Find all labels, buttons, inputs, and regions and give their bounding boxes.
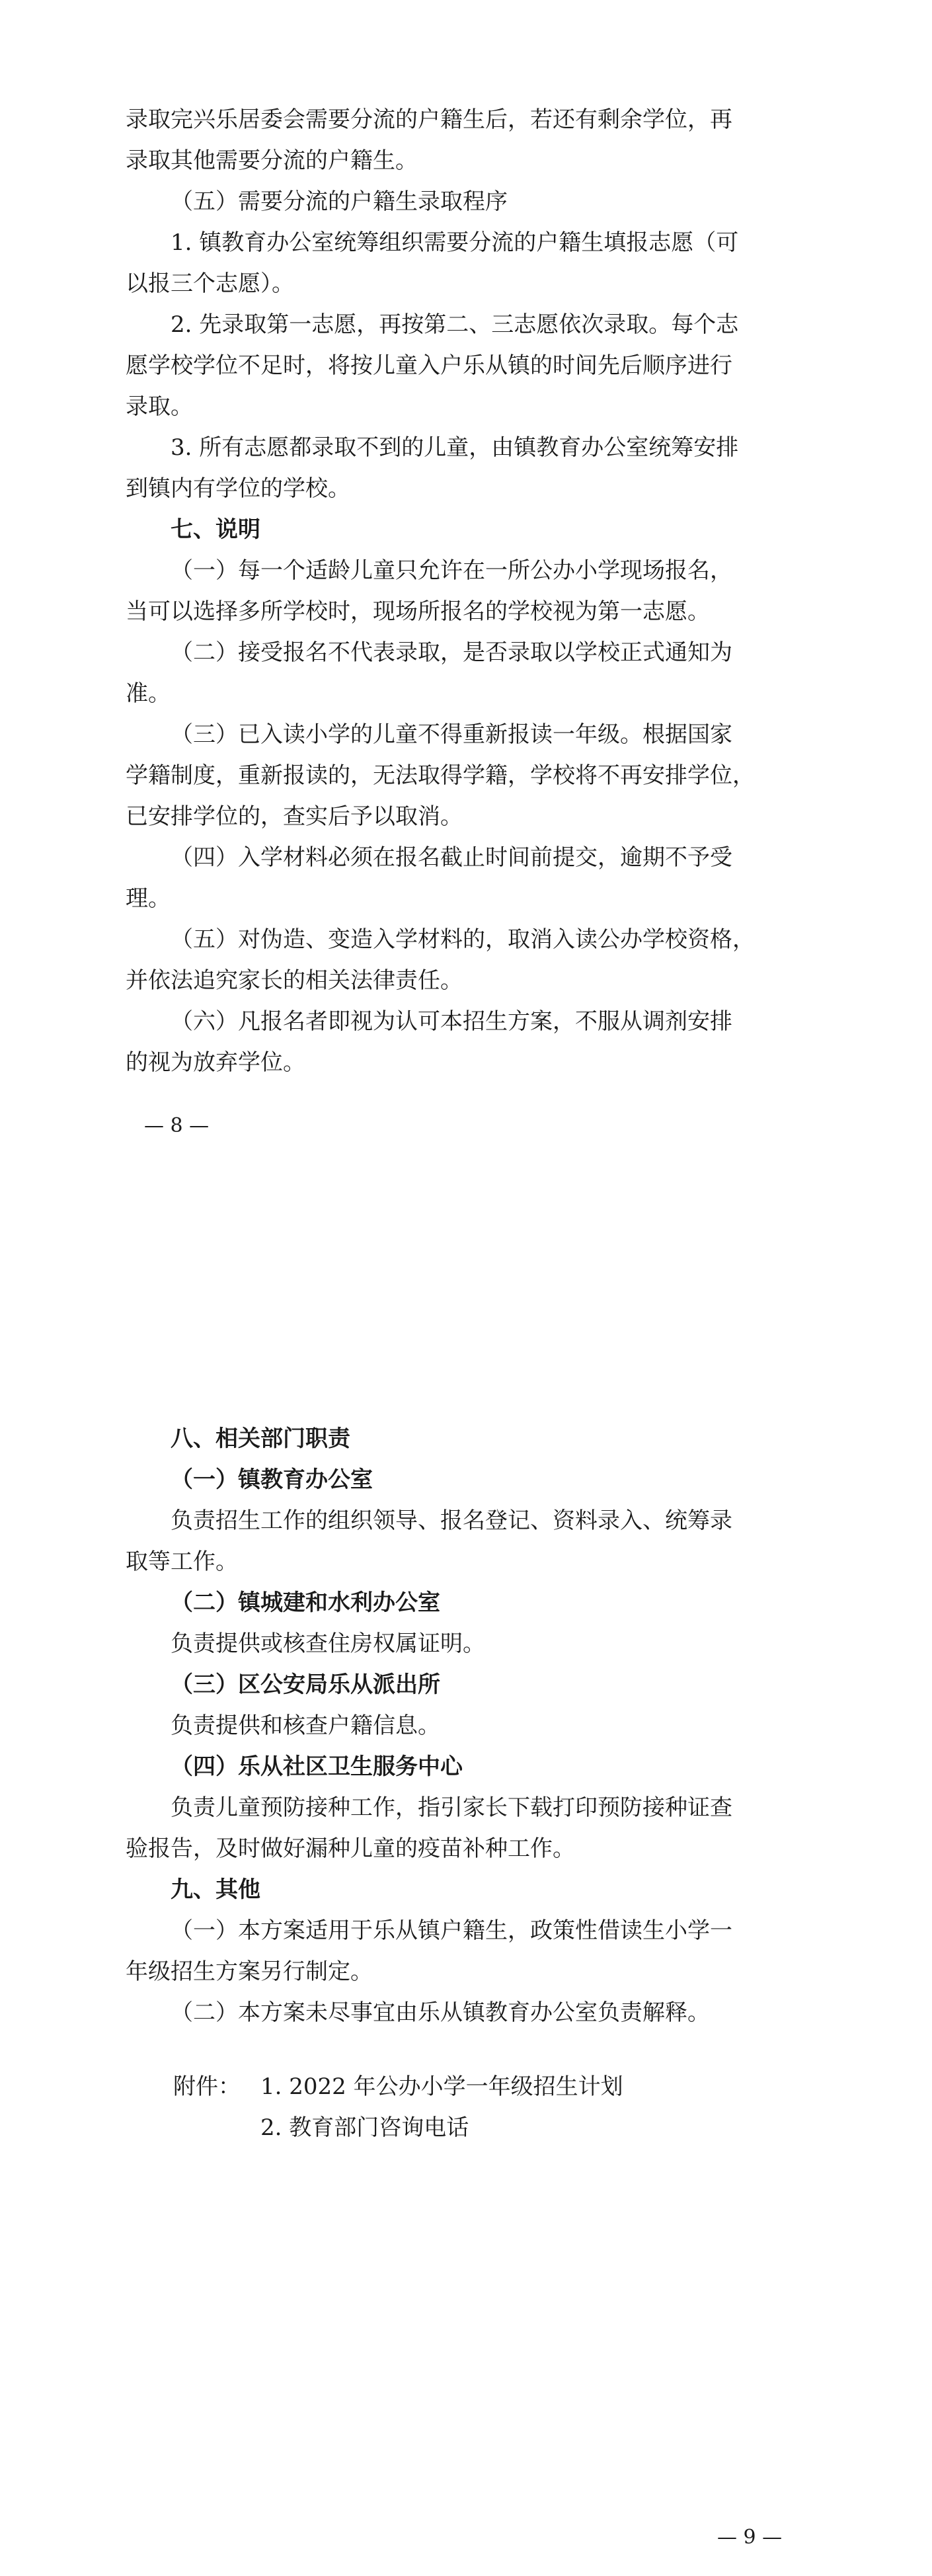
page-8-body — [126, 99, 806, 1083]
page-9 — [0, 1316, 932, 2576]
paragraph-line: （五）需要分流的户籍生录取程序 — [171, 188, 508, 215]
paragraph-line: 准。 — [126, 680, 171, 707]
section-heading: （二）镇城建和水利办公室 — [171, 1590, 440, 1616]
paragraph-line: 1. 镇教育办公室统筹组织需要分流的户籍生填报志愿（可 — [171, 229, 739, 256]
section-heading: （四）乐从社区卫生服务中心 — [171, 1753, 463, 1780]
section-heading: （一）镇教育办公室 — [171, 1467, 373, 1493]
paragraph-line: 录取完兴乐居委会需要分流的户籍生后，若还有剩余学位，再 — [126, 106, 732, 133]
paragraph-line: 愿学校学位不足时，将按儿童入户乐从镇的时间先后顺序进行 — [126, 352, 732, 379]
attachment-item: 1. 2022 年公办小学一年级招生计划 — [260, 2073, 623, 2100]
paragraph-line: 的视为放弃学位。 — [126, 1049, 305, 1076]
page-8 — [0, 0, 932, 1184]
page-number: — 9 — — [717, 2526, 783, 2549]
section-heading: 九、其他 — [171, 1876, 260, 1903]
attachment-row-1 — [173, 2066, 623, 2107]
paragraph-line: 3. 所有志愿都录取不到的儿童，由镇教育办公室统筹安排 — [171, 434, 739, 461]
section-heading: 七、说明 — [171, 516, 260, 543]
paragraph-line: （一）每一个适龄儿童只允许在一所公办小学现场报名， — [171, 557, 732, 584]
paragraph-line: （三）已入读小学的儿童不得重新报读一年级。根据国家 — [171, 721, 732, 748]
paragraph-line: 当可以选择多所学校时，现场所报名的学校视为第一志愿。 — [126, 598, 710, 625]
paragraph-line: （一）本方案适用于乐从镇户籍生，政策性借读生小学一 — [171, 1917, 732, 1944]
paragraph-line: 理。 — [126, 885, 171, 912]
paragraph-line: （二）本方案未尽事宜由乐从镇教育办公室负责解释。 — [171, 1999, 710, 2026]
paragraph-line: （六）凡报名者即视为认可本招生方案，不服从调剂安排 — [171, 1008, 732, 1035]
paragraph-line: 年级招生方案另行制定。 — [126, 1958, 373, 1985]
paragraph-line: 负责提供或核查住房权属证明。 — [171, 1630, 485, 1657]
attachment-label: 附件： — [173, 2073, 241, 2100]
paragraph-line: （二）接受报名不代表录取，是否录取以学校正式通知为 — [171, 639, 732, 666]
attachment-row-2 — [173, 2107, 623, 2148]
paragraph-line: 到镇内有学位的学校。 — [126, 475, 350, 502]
paragraph-line: 验报告，及时做好漏种儿童的疫苗补种工作。 — [126, 1835, 575, 1862]
page-number: — 8 — — [144, 1114, 210, 1137]
paragraph-line: （五）对伪造、变造入学材料的，取消入读公办学校资格， — [171, 926, 755, 953]
paragraph-line: 学籍制度，重新报读的，无法取得学籍，学校将不再安排学位， — [126, 762, 755, 789]
paragraph-line: 录取其他需要分流的户籍生。 — [126, 147, 418, 174]
paragraph-line: 录取。 — [126, 393, 193, 420]
section-heading: 八、相关部门职责 — [171, 1426, 350, 1452]
page-9-body — [126, 1418, 806, 2033]
paragraph-line: 并依法追究家长的相关法律责任。 — [126, 967, 463, 994]
section-heading: （三）区公安局乐从派出所 — [171, 1671, 440, 1698]
paragraph-line: 2. 先录取第一志愿，再按第二、三志愿依次录取。每个志 — [171, 311, 739, 338]
paragraph-line: 已安排学位的，查实后予以取消。 — [126, 803, 463, 830]
paragraph-line: （四）入学材料必须在报名截止时间前提交，逾期不予受 — [171, 844, 732, 871]
attachments — [173, 2066, 623, 2148]
paragraph-line: 负责儿童预防接种工作，指引家长下载打印预防接种证查 — [171, 1794, 732, 1821]
attachment-item: 2. 教育部门咨询电话 — [260, 2114, 469, 2141]
paragraph-line: 以报三个志愿）。 — [126, 270, 294, 297]
paragraph-line: 负责招生工作的组织领导、报名登记、资料录入、统筹录 — [171, 1508, 732, 1534]
paragraph-line: 负责提供和核查户籍信息。 — [171, 1712, 440, 1739]
paragraph-line: 取等工作。 — [126, 1549, 238, 1575]
